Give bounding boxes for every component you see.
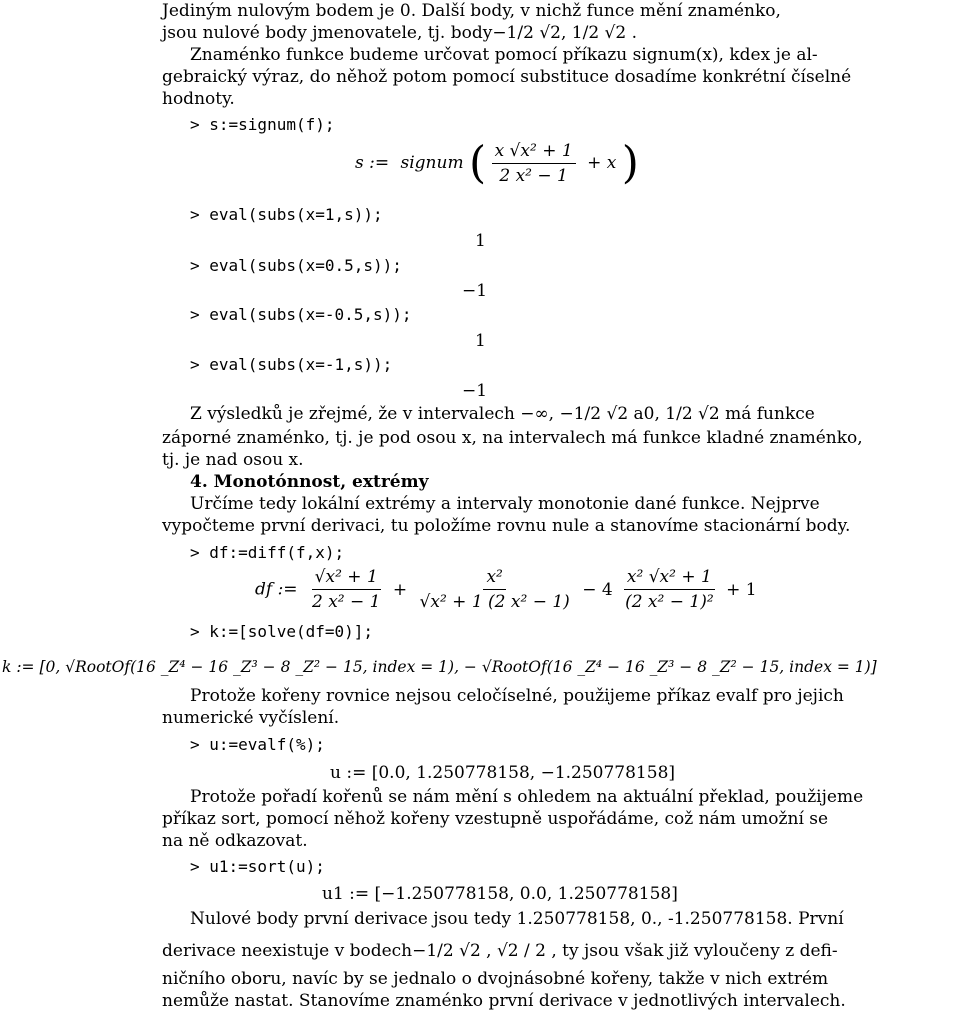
fraction-1 [309, 566, 384, 613]
fraction-2 [417, 566, 573, 613]
maple-command: > eval(subs(x=-1,s)); [190, 355, 393, 374]
maple-command: > u:=evalf(%); [190, 735, 325, 754]
equation-df [255, 566, 757, 613]
paragraph-line: Určíme tedy lokální extrémy a intervaly monotonie dané funkce. Nejprve [190, 494, 820, 514]
fraction [492, 140, 576, 187]
paragraph-line: ničního oboru, navíc by se jednalo o dvojnásobné kořeny, takže v nich extrém [162, 969, 829, 989]
maple-result: −1 [462, 381, 488, 401]
paren-left: ( [468, 137, 487, 189]
section-heading: 4. Monotónnost, extrémy [190, 472, 429, 492]
eq-tail: + x [587, 153, 617, 173]
paragraph-line: záporné znaménko, tj. je pod osou x, na intervalech má funkce kladné znaménko, [162, 428, 863, 448]
paren-right: ) [621, 137, 639, 189]
maple-command: > u1:=sort(u); [190, 857, 325, 876]
equation-u1: u1 := [−1.250778158, 0.0, 1.250778158] [322, 884, 678, 904]
maple-command: > eval(subs(x=-0.5,s)); [190, 305, 412, 324]
numerator: x √x² + 1 [492, 140, 576, 164]
maple-command: > eval(subs(x=0.5,s)); [190, 256, 402, 275]
maple-result: 1 [475, 331, 486, 351]
paragraph-line: jsou nulové body jmenovatele, tj. body−1/2 √2, 1/2 √2 . [162, 23, 637, 43]
operator: + [392, 579, 408, 600]
equation-u: u := [0.0, 1.250778158, −1.250778158] [330, 763, 676, 783]
paragraph-line: gebraický výraz, do něhož potom pomocí substituce dosadíme konkrétní číselné [162, 67, 852, 87]
eq-lhs: df := [255, 579, 298, 600]
equation-s [355, 137, 639, 189]
paragraph-line: Protože kořeny rovnice nejsou celočíselné, použijeme příkaz evalf pro jejich [190, 686, 844, 706]
paragraph-line: Protože pořadí kořenů se nám mění s ohledem na aktuální překlad, použijeme [190, 787, 864, 807]
paragraph-line: Jediným nulovým bodem je 0. Další body, v nichž funce mění znaménko, [162, 1, 781, 21]
equation-k: k := [0, √RootOf(16 _Z⁴ − 16 _Z³ − 8 _Z² − 15, index = 1), − √RootOf(16 _Z⁴ − 16 _Z³ − 8 _Z² − 15, index = 1)] [2, 658, 877, 676]
paragraph-line: Z výsledků je zřejmé, že v intervalech −∞, −1/2 √2 a0, 1/2 √2 má funkce [190, 404, 815, 424]
paragraph-line: hodnoty. [162, 89, 235, 109]
eq-lhs: s := [355, 153, 390, 173]
maple-result: −1 [462, 281, 488, 301]
paragraph-line: Nulové body první derivace jsou tedy 1.250778158, 0., -1.250778158. První [190, 909, 844, 929]
denominator: 2 x² − 1 [311, 592, 381, 612]
numerator: √x² + 1 [312, 566, 381, 590]
paragraph-line: příkaz sort, pomocí něhož kořeny vzestupně uspořádáme, což nám umožní se [162, 809, 829, 829]
maple-result: 1 [475, 231, 486, 251]
denominator: (2 x² − 1)² [625, 592, 714, 612]
fraction-3 [622, 566, 717, 613]
paragraph-line: tj. je nad osou x. [162, 450, 304, 470]
maple-command: > eval(subs(x=1,s)); [190, 205, 383, 224]
eq-tail: + 1 [726, 579, 757, 600]
paragraph-line: Znaménko funkce budeme určovat pomocí příkazu signum(x), kdex je al- [190, 45, 818, 65]
numerator: x² √x² + 1 [624, 566, 715, 590]
paragraph-line: vypočteme první derivaci, tu položíme rovnu nule a stanovíme stacionární body. [162, 516, 851, 536]
denominator: 2 x² − 1 [499, 166, 568, 186]
numerator: x² [483, 566, 505, 590]
operator: − 4 [582, 579, 613, 600]
eq-function: signum [400, 153, 464, 173]
maple-command: > s:=signum(f); [190, 115, 335, 134]
paragraph-line: nemůže nastat. Stanovíme znaménko první derivace v jednotlivých intervalech. [162, 991, 846, 1011]
maple-command: > k:=[solve(df=0)]; [190, 622, 374, 641]
paragraph-line: derivace neexistuje v bodech−1/2 √2 , √2 / 2 , ty jsou však již vyloučeny z defi- [162, 941, 838, 961]
paragraph-line: na ně odkazovat. [162, 831, 308, 851]
maple-command: > df:=diff(f,x); [190, 543, 345, 562]
paragraph-line: numerické vyčíslení. [162, 708, 340, 728]
denominator: √x² + 1 (2 x² − 1) [419, 592, 570, 612]
